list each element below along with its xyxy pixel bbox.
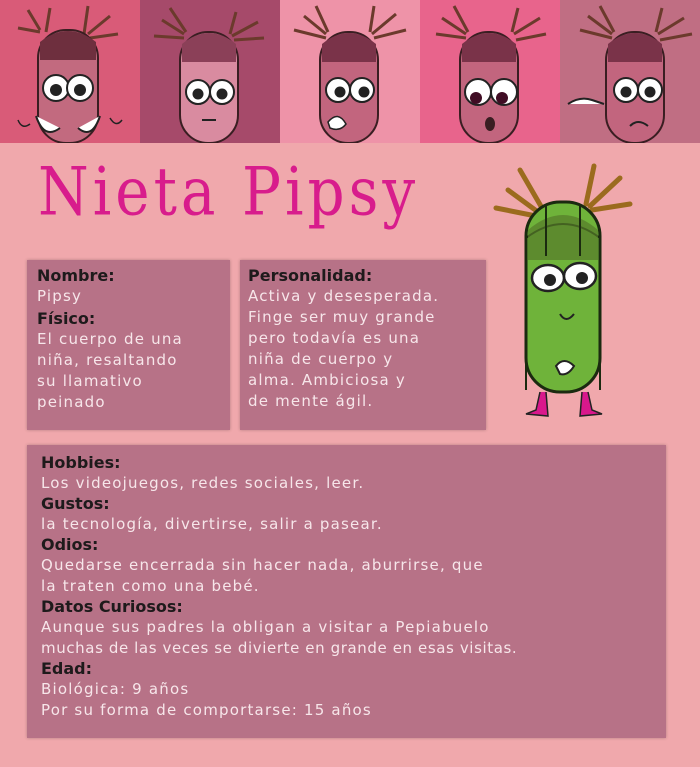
expression-panel-surprised bbox=[420, 0, 560, 143]
expression-panel-thinking bbox=[280, 0, 420, 143]
fisico-line: El cuerpo de una bbox=[37, 330, 183, 348]
personalidad-line: de mente ágil. bbox=[248, 392, 374, 410]
odios-line: Quedarse encerrada sin hacer nada, aburrirse, que bbox=[41, 556, 484, 574]
edad-line: Por su forma de comportarse: 15 años bbox=[41, 701, 372, 719]
expression-panel-worried bbox=[0, 0, 140, 143]
personalidad-line: alma. Ambiciosa y bbox=[248, 371, 406, 389]
fisico-line: niña, resaltando bbox=[37, 351, 178, 369]
datos-curiosos-line: Aunque sus padres la obligan a visitar a Pepiabuelo bbox=[41, 618, 490, 636]
character-thinking-drawing bbox=[280, 0, 420, 143]
info-box-details bbox=[27, 445, 666, 738]
personalidad-line: niña de cuerpo y bbox=[248, 350, 394, 368]
personalidad-line: pero todavía es una bbox=[248, 329, 421, 347]
datos-curiosos-line: muchas de las veces se divierte en grande en esas visitas. bbox=[41, 639, 518, 657]
hobbies-label: Hobbies: bbox=[41, 453, 121, 472]
edad-label: Edad: bbox=[41, 659, 93, 678]
gustos-label: Gustos: bbox=[41, 494, 110, 513]
odios-label: Odios: bbox=[41, 535, 99, 554]
character-neutral-drawing bbox=[140, 0, 280, 143]
odios-line: la traten como una bebé. bbox=[41, 577, 260, 595]
gustos-value: la tecnología, divertirse, salir a pasear. bbox=[41, 515, 383, 533]
fisico-label: Físico: bbox=[37, 309, 96, 328]
character-worried-drawing bbox=[0, 0, 140, 143]
fisico-line: su llamativo bbox=[37, 372, 143, 390]
info-box-name-physical bbox=[27, 260, 230, 430]
hobbies-value: Los videojuegos, redes sociales, leer. bbox=[41, 474, 365, 492]
edad-line: Biológica: 9 años bbox=[41, 680, 190, 698]
info-box-personality bbox=[240, 260, 486, 430]
fisico-line: peinado bbox=[37, 393, 106, 411]
expression-panel-annoyed bbox=[560, 0, 700, 143]
character-annoyed-drawing bbox=[560, 0, 700, 143]
datos-curiosos-label: Datos Curiosos: bbox=[41, 597, 183, 616]
personalidad-label: Personalidad: bbox=[248, 266, 373, 285]
character-pipsy-illustration bbox=[490, 160, 650, 425]
page-title: Nieta Pipsy bbox=[38, 152, 420, 231]
expression-panel-neutral bbox=[140, 0, 280, 143]
character-surprised-drawing bbox=[420, 0, 560, 143]
expression-strip bbox=[0, 0, 700, 143]
nombre-value: Pipsy bbox=[37, 287, 83, 305]
nombre-label: Nombre: bbox=[37, 266, 115, 285]
personalidad-line: Finge ser muy grande bbox=[248, 308, 436, 326]
personalidad-line: Activa y desesperada. bbox=[248, 287, 440, 305]
